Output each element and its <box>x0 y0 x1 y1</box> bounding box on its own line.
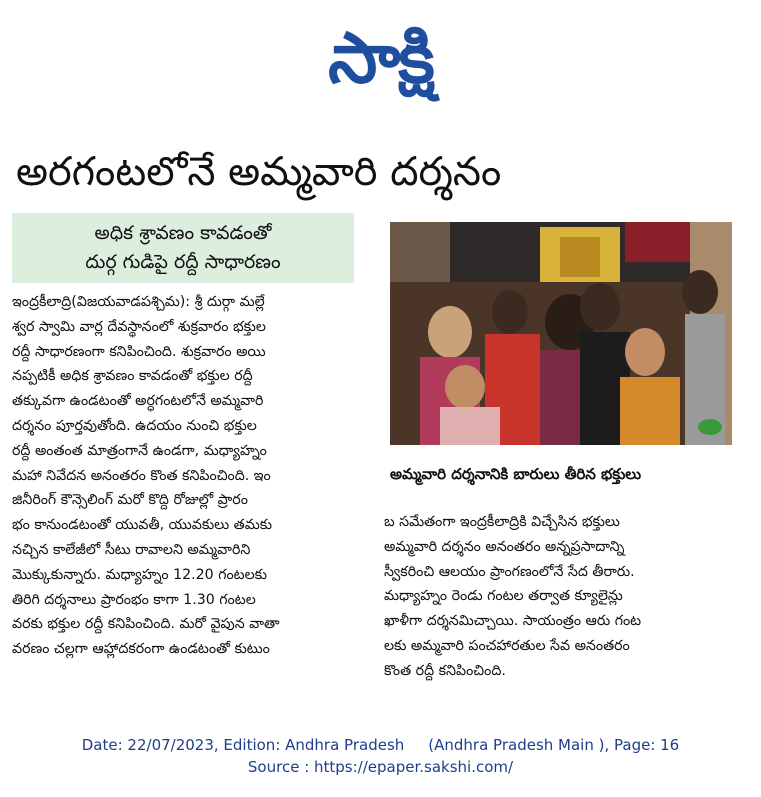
body-text-line: ఇంద్రకీలాద్రి(విజయవాడపశ్చిమ): శ్రీ దుర్గా మల్లే <box>12 294 265 310</box>
article-subhead-line: అధిక శ్రావణం కావడంతో <box>94 222 272 244</box>
article-body-right-column <box>384 510 734 684</box>
body-text-line: రద్దీ అంతంత మాత్రంగానే ఉండగా, మధ్యాహ్నం <box>12 442 267 459</box>
body-text-line: లకు అమ్మవారి పంచహారతుల సేవ అనంతరం <box>384 637 630 654</box>
body-text-line: నచ్చిన కాలేజీలో సీటు రావాలని అమ్మవారిని <box>12 541 251 558</box>
newspaper-masthead <box>0 8 761 108</box>
body-text-line: భం కానుండటంతో యువతీ, యువకులు తమకు <box>12 517 273 534</box>
body-text-line: స్వీకరించి ఆలయం ప్రాంగణంలోనే సేద తీరారు. <box>384 563 635 580</box>
body-text-line: వరకు భక్తుల రద్దీ కనిపించింది. మరో వైపున వాతా <box>12 616 280 633</box>
article-subhead-line: దుర్గ గుడిపై రద్దీ సాధారణం <box>85 251 281 273</box>
body-text-line: శ్వర స్వామి వార్ల దేవస్థానంలో శుక్రవారం భక్తుల <box>12 318 266 335</box>
body-text-line: వరణం చల్లగా ఆహ్లాదకరంగా ఉండటంతో కుటుం <box>12 641 270 658</box>
photo-caption: అమ్మవారి దర్శనానికి బారులు తీరిన భక్తులు <box>390 465 642 483</box>
body-text-line: నప్పటికీ అధిక శ్రావణం కావడంతో భక్తుల రద్దీ <box>12 368 253 385</box>
newspaper-logo: సాక్షి <box>328 17 433 99</box>
body-text-line: జినీరింగ్ కౌన్సెలింగ్ మరో కొద్ది రోజుల్లో ప్రారం <box>12 492 248 509</box>
body-text-line: ఖాళీగా దర్శనమిచ్చాయి. సాయంత్రం ఆరు గంట <box>384 613 642 630</box>
body-text-line: మధ్యాహ్నం రెండు గంటల తర్వాత క్యూలైన్లు <box>384 588 623 605</box>
body-text-line: కొంత రద్దీ కనిపించింది. <box>384 662 506 679</box>
footer-source-line: Source : https://epaper.sakshi.com/ <box>247 758 514 776</box>
footer-date-edition: Date: 22/07/2023, Edition: Andhra Pradesh <box>81 736 405 754</box>
source-footer <box>0 734 761 778</box>
body-text-line: బ సమేతంగా ఇంద్రకీలాద్రికి విచ్చేసిన భక్తులు <box>384 514 620 530</box>
article-subhead-box <box>12 213 354 283</box>
footer-edition-line <box>0 734 761 756</box>
devotees-queue-photo <box>390 222 732 445</box>
body-text-line: మహా నివేదన అనంతరం కొంత కనిపించింది. ఇం <box>12 467 271 484</box>
body-text-line: అమ్మవారి దర్శనం అనంతరం అన్నప్రసాదాన్ని <box>384 538 625 555</box>
body-text-line: మొక్కుకున్నారు. మధ్యాహ్నం 12.20 గంటలకు <box>12 566 267 583</box>
footer-page-info: (Andhra Pradesh Main ), Page: 16 <box>428 736 680 754</box>
body-text-line: రద్దీ సాధారణంగా కనిపించింది. శుక్రవారం అయి <box>12 343 266 360</box>
article-headline: అరగంటలోనే అమ్మవారి దర్శనం <box>16 149 502 195</box>
photo-illustration <box>390 222 732 445</box>
body-text-line: దర్శనం పూర్తవుతోంది. ఉదయం నుంచి భక్తుల <box>12 417 257 434</box>
body-text-line: తిరిగి దర్శనాలు ప్రారంభం కాగా 1.30 గంటల <box>12 591 256 608</box>
body-text-line: తక్కువగా ఉండటంతో అర్ధగంటలోనే అమ్మవారి <box>12 393 264 410</box>
article-body-left-column <box>12 290 358 662</box>
